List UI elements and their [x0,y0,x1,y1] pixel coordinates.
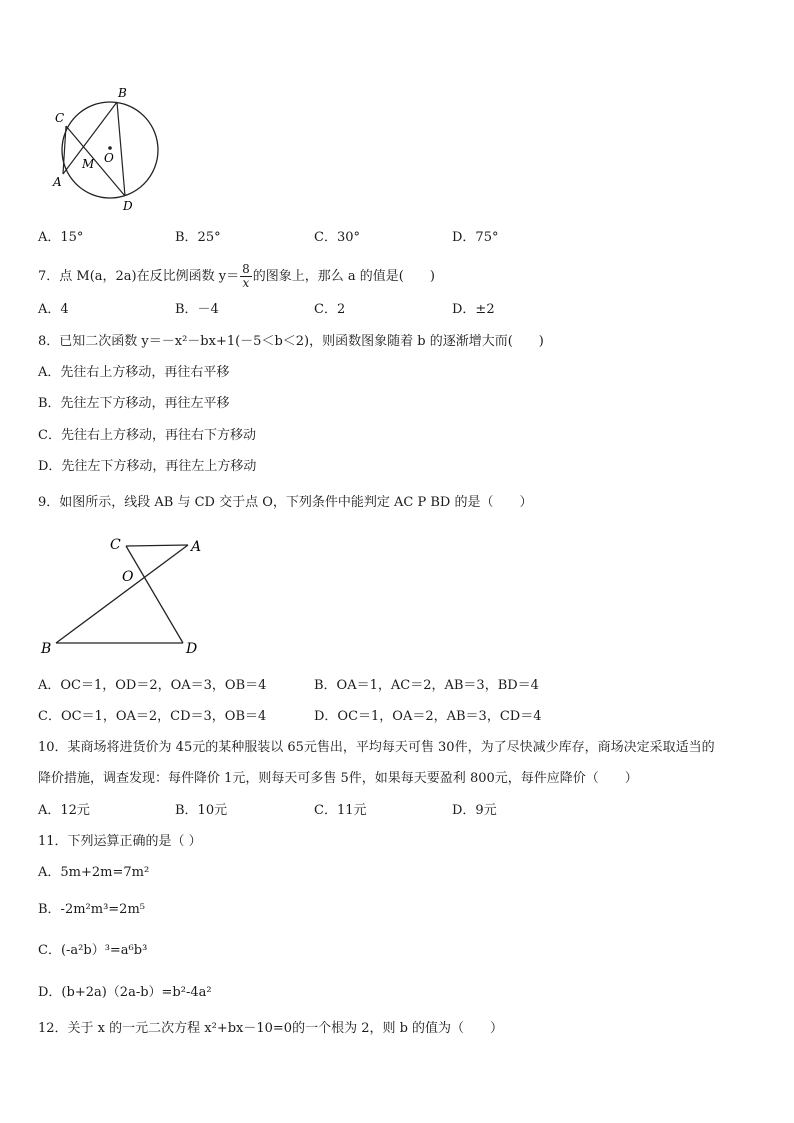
segments-figure [36,532,206,660]
q7-frac-num: 8 [242,262,250,276]
label-a: A [191,539,202,555]
q10-option-b[interactable]: B．10元 [175,803,228,818]
q10-option-a[interactable]: A．12元 [38,803,90,818]
chord-bd [117,102,125,196]
q11-option-c[interactable]: C．(-a²b）³=a⁶b³ [38,943,148,958]
label-o: O [122,569,134,585]
label-c: C [110,537,121,553]
q7-question [38,263,435,290]
q7-option-b[interactable]: B．－4 [175,302,219,317]
label-b: B [118,86,127,100]
q8-option-c[interactable]: C．先往右上方移动，再往右下方移动 [38,428,256,443]
label-b: B [41,641,52,657]
q9-question: 9．如图所示，线段 AB 与 CD 交于点 O，下列条件中能判定 AC P BD 的是（ ） [38,495,533,510]
q6-option-a[interactable]: A．15° [38,230,84,245]
q11-option-d[interactable]: D．(b+2a)（2a-b）=b²-4a² [38,985,212,1000]
q11-option-a[interactable]: A．5m+2m=7m² [38,865,150,880]
segment-ab [56,545,188,643]
q8-option-d[interactable]: D．先往左下方移动，再往左上方移动 [38,459,257,474]
circle-figure [48,84,166,214]
label-c: C [55,111,65,125]
q7-option-c[interactable]: C．2 [314,302,346,317]
q11-question: 11．下列运算正确的是（ ） [38,834,202,849]
q9-option-b[interactable]: B．OA＝1，AC＝2，AB＝3，BD＝4 [314,678,539,693]
q7-option-a[interactable]: A．4 [38,302,69,317]
q12-question: 12．关于 x 的一元二次方程 x²+bx－10=0的一个根为 2，则 b 的值为（ ） [38,1021,504,1036]
segment-ca [126,545,188,546]
q10-question-line1: 10．某商场将进货价为 45元的某种服装以 65元售出，平均每天可售 30件，为了尽快减少库存，商场决定采取适当的 [38,740,715,755]
q9-option-d[interactable]: D．OC＝1，OA＝2，AB＝3，CD＝4 [314,709,542,724]
q9-option-a[interactable]: A．OC＝1，OD＝2，OA＝3，OB＝4 [38,678,267,693]
q6-option-d[interactable]: D．75° [452,230,499,245]
q7-fraction [240,263,252,290]
segment-cd [126,546,183,643]
label-d: D [186,641,198,657]
q6-option-c[interactable]: C．30° [314,230,360,245]
label-o: O [104,151,114,165]
q6-option-b[interactable]: B．25° [175,230,221,245]
q7-frac-den: x [242,276,250,290]
label-d: D [123,199,133,213]
q7-option-d[interactable]: D．±2 [452,302,495,317]
q8-question: 8．已知二次函数 y＝－x²－bx+1(－5＜b＜2)，则函数图象随着 b 的逐渐增大而( ) [38,334,544,349]
q10-option-c[interactable]: C．11元 [314,803,367,818]
q10-question-line2: 降价措施，调查发现：每件降价 1元，则每天可多售 5件，如果每天要盈利 800元，每件应降价（ ） [38,771,638,786]
q8-option-b[interactable]: B．先往左下方移动，再往左平移 [38,396,230,411]
chord-cd [66,126,125,196]
label-a: A [53,175,62,189]
q7-suffix: 的图象上，那么 a 的值是( ) [252,269,435,284]
circle-outline [62,102,158,198]
label-m: M [82,157,95,171]
q9-option-c[interactable]: C．OC＝1，OA＝2，CD＝3，OB＝4 [38,709,267,724]
center-point [108,146,112,150]
q7-prefix: 7．点 M(a，2a)在反比例函数 y＝ [38,269,240,284]
q11-option-b[interactable]: B．-2m²m³=2m⁵ [38,902,145,917]
q8-option-a[interactable]: A．先往右上方移动，再往右平移 [38,365,230,380]
q10-option-d[interactable]: D．9元 [452,803,497,818]
